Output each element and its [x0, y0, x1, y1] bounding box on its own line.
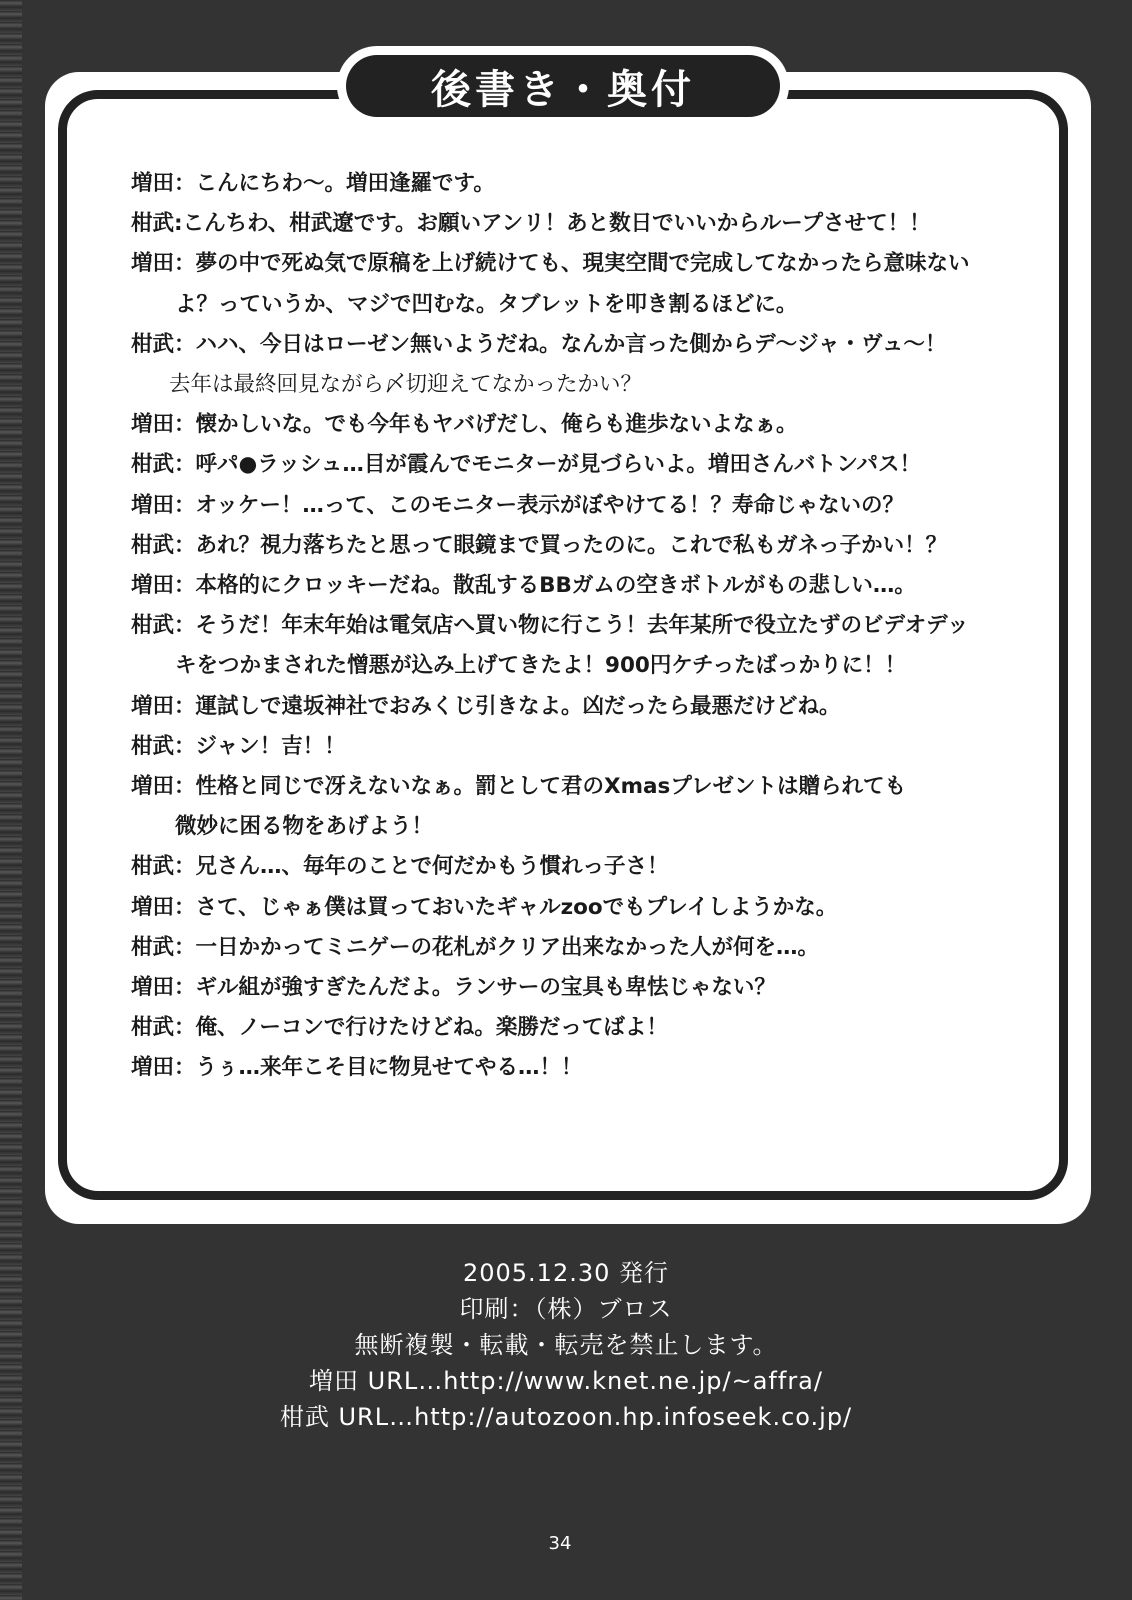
dialogue-line [131, 526, 1031, 566]
speaker-separator: ： [174, 492, 196, 518]
dialogue-text: 呼パ●ラッシュ…目が霞んでモニターが見づらいよ。増田さんバトンパス！ [195, 452, 921, 478]
dialogue-continuation: キをつかまされた憎悪が込み上げてきたよ！900円ケチったばっかりに！！ [175, 653, 907, 679]
speaker-separator: ： [174, 693, 196, 719]
speaker-separator: ： [174, 412, 196, 438]
dialogue-text: 去年は最終回見ながら〆切迎えてなかったかい？ [169, 372, 643, 398]
speaker-name: 柑武 [131, 613, 175, 639]
dialogue-text: オッケー！…って、このモニター表示がぼやけてる！？寿命じゃないの？ [195, 492, 904, 518]
kanbu-url: 柑武 URL…http://autozoon.hp.infoseek.co.jp/ [279, 1403, 853, 1431]
dialogue-text: こんちわ、柑武遼です。お願いアンリ！あと数日でいいからループさせて！！ [182, 211, 931, 237]
speaker-separator: ： [174, 573, 196, 599]
dialogue-text: ハハ、今日はローゼン無いようだね。なんか言った側からデ〜ジャ・ヴュ〜！ [195, 331, 947, 357]
dialogue-line [131, 325, 1031, 365]
speaker-separator: ： [174, 331, 196, 357]
dialogue-line [131, 928, 1031, 968]
speaker-name: 柑武 [131, 532, 175, 558]
speaker-name: 増田 [131, 693, 175, 719]
speaker-separator: ： [174, 251, 196, 277]
dialogue-text: 一日かかってミニゲーの花札がクリア出来なかった人が何を…。 [195, 934, 820, 960]
dialogue-line [131, 566, 1031, 606]
dialogue-text: うぅ…来年こそ目に物見せてやる…！！ [195, 1055, 583, 1081]
speaker-separator: ： [174, 1055, 196, 1081]
dialogue-line [131, 164, 1031, 204]
dialogue-line [131, 847, 1031, 887]
printer-credit: 印刷：（株）ブロス [459, 1295, 673, 1323]
dialogue-line [131, 244, 1031, 324]
dialogue-continuation: 微妙に困る物をあげよう！ [175, 814, 434, 840]
dialogue-text: 懐かしいな。でも今年もヤバげだし、俺らも進歩ないよなぁ。 [195, 412, 798, 438]
dialogue-text: ギル組が強すぎたんだよ。ランサーの宝具も卑怯じゃない？ [195, 975, 776, 1001]
copyright-notice: 無断複製・転載・転売を禁止します。 [354, 1331, 778, 1359]
speaker-name: 増田 [131, 1055, 175, 1081]
dialogue-line [131, 204, 1031, 244]
dialogue-text: 本格的にクロッキーだね。散乱するBBガムの空きボトルがもの悲しい…。 [195, 573, 916, 599]
dialogue-text: 性格と同じで冴えないなぁ。罰として君のXmasプレゼントは贈られても [195, 774, 906, 800]
speaker-separator: ： [174, 934, 196, 960]
speaker-name: 増田 [131, 975, 175, 1001]
speaker-separator: ： [174, 613, 196, 639]
dialogue-text: さて、じゃぁ僕は買っておいたギャルzooでもプレイしようかな。 [195, 894, 838, 920]
dialogue-line [131, 1008, 1031, 1048]
dialogue-line [131, 606, 1031, 686]
speaker-name: 柑武 [131, 733, 175, 759]
dialogue-continuation: よ？っていうか、マジで凹むな。タブレットを叩き割るほどに。 [175, 291, 798, 317]
speaker-separator: ： [174, 171, 196, 196]
page-number: 34 [548, 1533, 572, 1554]
dialogue-text: ジャン！吉！！ [195, 733, 346, 759]
speaker-separator: : [174, 211, 183, 237]
speaker-separator: ： [174, 975, 196, 1001]
speaker-separator: ： [174, 774, 196, 800]
colophon [0, 1255, 1132, 1435]
speaker-name: 柑武 [131, 331, 175, 357]
dialogue-text: あれ？視力落ちたと思って眼鏡まで買ったのに。これで私もガネっ子かい！？ [195, 532, 948, 558]
dialogue-text: 夢の中で死ぬ気で原稿を上げ続けても、現実空間で完成してなかったら意味ない [195, 251, 970, 277]
speaker-name: 柑武 [131, 934, 175, 960]
dialogue-line [131, 687, 1031, 727]
dialogue-text: 運試しで遠坂神社でおみくじ引きなよ。凶だったら最悪だけどね。 [195, 693, 841, 719]
speaker-name: 柑武 [131, 452, 175, 478]
dialogue-text: 兄さん…、毎年のことで何だかもう慣れっ子さ！ [195, 854, 669, 880]
dialogue-text: そうだ！年末年始は電気店へ買い物に行こう！去年某所で役立たずのビデオデッ [195, 613, 969, 639]
speaker-name: 増田 [131, 412, 175, 438]
masuda-url: 増田 URL…http://www.knet.ne.jp/~affra/ [309, 1367, 823, 1395]
speaker-separator: ： [174, 894, 196, 920]
dialogue-list [131, 164, 1031, 1089]
dialogue-line [131, 1048, 1031, 1088]
speaker-name: 増田 [131, 492, 175, 518]
speaker-separator: ： [174, 1015, 196, 1041]
speaker-name: 柑武 [131, 854, 175, 880]
page-title: 後書き・奥付 [431, 66, 695, 113]
dialogue-text: 俺、ノーコンで行けたけどね。楽勝だってばよ！ [195, 1015, 668, 1041]
dialogue-line [131, 486, 1031, 526]
speaker-separator: ： [174, 532, 196, 558]
speaker-name: 増田 [131, 894, 175, 920]
speaker-name: 増田 [131, 251, 175, 277]
dialogue-line [131, 365, 1031, 405]
dialogue-line [131, 445, 1031, 485]
publication-date: 2005.12.30 発行 [462, 1259, 670, 1287]
speaker-name: 柑武 [131, 1015, 175, 1041]
speaker-separator: ： [174, 854, 196, 880]
speaker-name: 柑武 [131, 211, 175, 237]
dialogue-line [131, 968, 1031, 1008]
speaker-name: 増田 [131, 774, 175, 800]
dialogue-line [131, 767, 1031, 847]
dialogue-line [131, 888, 1031, 928]
speaker-name: 増田 [131, 171, 175, 196]
title-tab [346, 55, 780, 117]
dialogue-text: こんにちわ〜。増田逢羅です。 [195, 171, 495, 196]
dialogue-line [131, 405, 1031, 445]
speaker-separator: ： [174, 452, 196, 478]
speaker-separator: ： [174, 733, 196, 759]
speaker-name: 増田 [131, 573, 175, 599]
dialogue-line [131, 727, 1031, 767]
